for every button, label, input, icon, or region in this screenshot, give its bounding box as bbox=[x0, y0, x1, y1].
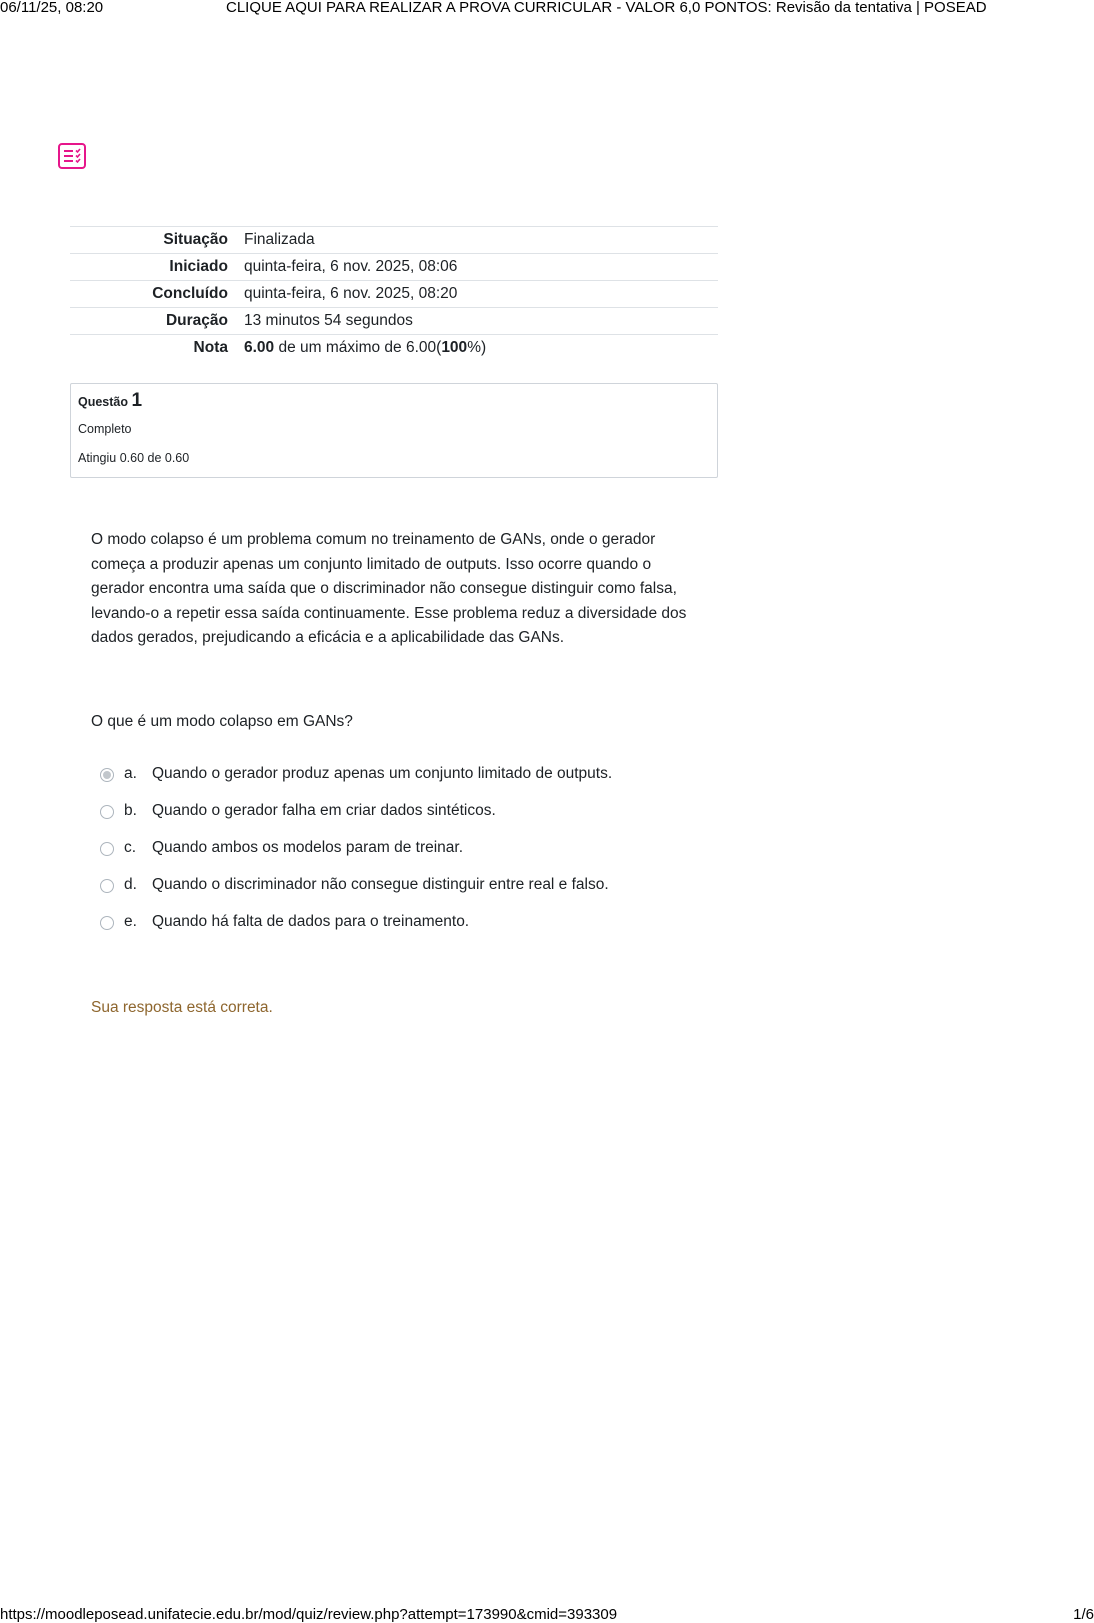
answer-radio[interactable] bbox=[100, 916, 114, 930]
answer-feedback: Sua resposta está correta. bbox=[91, 999, 273, 1016]
summary-row-nota bbox=[70, 335, 718, 362]
print-footer bbox=[0, 1603, 1094, 1623]
question-info-box bbox=[70, 383, 718, 478]
summary-grade-value bbox=[244, 335, 718, 362]
answer-option-c[interactable] bbox=[100, 839, 720, 876]
question-text: O modo colapso é um problema comum no treinamento de GANs, onde o gerador começa a produzir apenas um conjunto limitado de outputs. Isso ocorre quando o gerador encontra uma saída que o discriminador não consegue distinguir como falsa, levando-o a repetir essa saída continuamente. Esse problema reduz a diversidade dos dados gerados, prejudicando a eficácia e a aplicabilidade das GANs. bbox=[91, 531, 687, 646]
summary-row-duracao bbox=[70, 308, 718, 335]
question-prompt: O que é um modo colapso em GANs? bbox=[91, 713, 353, 730]
answer-text: Quando há falta de dados para o treinamento. bbox=[152, 913, 470, 930]
attempt-summary-table bbox=[70, 226, 718, 361]
print-page-number: 1/6 bbox=[1073, 1606, 1094, 1623]
print-url: https://moodleposead.unifatecie.edu.br/mod/quiz/review.php?attempt=173990&cmid=393309 bbox=[0, 1606, 618, 1623]
summary-value: Finalizada bbox=[244, 231, 315, 248]
answer-list bbox=[100, 765, 720, 950]
answer-radio[interactable] bbox=[100, 879, 114, 893]
summary-value: quinta-feira, 6 nov. 2025, 08:06 bbox=[244, 258, 458, 275]
summary-value: quinta-feira, 6 nov. 2025, 08:20 bbox=[244, 285, 458, 302]
print-datetime: 06/11/25, 08:20 bbox=[0, 0, 104, 16]
answer-text: Quando o gerador produz apenas um conjunto limitado de outputs. bbox=[152, 765, 613, 782]
answer-radio[interactable] bbox=[100, 768, 114, 782]
answer-letter: e. bbox=[124, 913, 137, 930]
summary-label: Nota bbox=[193, 339, 228, 356]
summary-value: 13 minutos 54 segundos bbox=[244, 312, 413, 329]
answer-letter: b. bbox=[124, 802, 137, 819]
answer-letter: a. bbox=[124, 765, 137, 782]
answer-radio[interactable] bbox=[100, 842, 114, 856]
summary-label: Situação bbox=[163, 231, 228, 248]
summary-row-concluido bbox=[70, 281, 718, 308]
answer-option-e[interactable] bbox=[100, 913, 720, 950]
answer-option-a[interactable] bbox=[100, 765, 720, 802]
answer-option-b[interactable] bbox=[100, 802, 720, 839]
print-page-title: CLIQUE AQUI PARA REALIZAR A PROVA CURRICULAR - VALOR 6,0 PONTOS: Revisão da tentativa | POSEAD bbox=[226, 0, 987, 16]
summary-row-iniciado bbox=[70, 254, 718, 281]
summary-label: Duração bbox=[165, 312, 228, 329]
answer-text: Quando ambos os modelos param de treinar. bbox=[152, 839, 464, 856]
grade-suffix: %) bbox=[467, 339, 487, 356]
answer-text: Quando o discriminador não consegue distinguir entre real e falso. bbox=[152, 876, 609, 893]
question-number bbox=[78, 390, 142, 412]
quiz-icon bbox=[57, 141, 87, 171]
print-header bbox=[0, 0, 1094, 20]
answer-letter: d. bbox=[124, 876, 137, 893]
grade-score: 6.00 bbox=[244, 339, 275, 356]
question-grade: Atingiu 0.60 de 0.60 bbox=[78, 451, 190, 465]
summary-label: Iniciado bbox=[169, 258, 228, 275]
answer-option-d[interactable] bbox=[100, 876, 720, 913]
grade-middle: de um máximo de 6.00( bbox=[274, 339, 442, 356]
question-number-value: 1 bbox=[131, 390, 143, 411]
summary-label: Concluído bbox=[152, 285, 228, 302]
answer-letter: c. bbox=[124, 839, 137, 856]
answer-radio[interactable] bbox=[100, 805, 114, 819]
question-label: Questão bbox=[78, 395, 129, 409]
answer-text: Quando o gerador falha em criar dados sintéticos. bbox=[152, 802, 496, 819]
question-state: Completo bbox=[78, 422, 132, 436]
grade-percent: 100 bbox=[441, 339, 468, 356]
summary-row-situacao bbox=[70, 227, 718, 254]
